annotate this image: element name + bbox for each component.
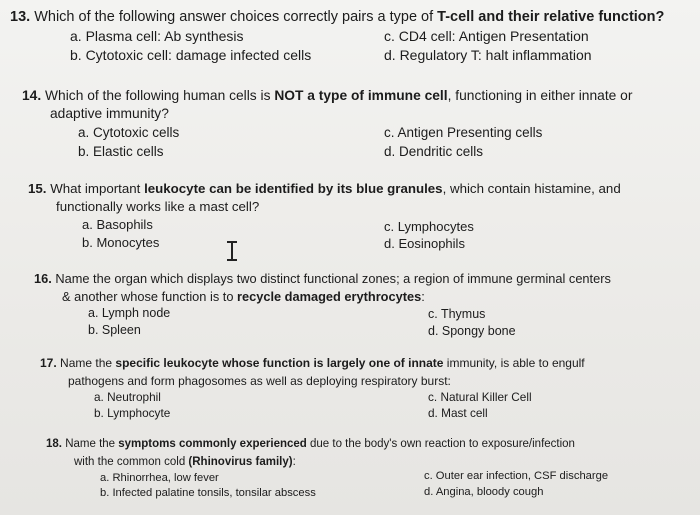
stem-bold: symptoms commonly experienced xyxy=(118,438,307,450)
stem-text: : xyxy=(292,456,296,468)
question-18-stem-line2 xyxy=(74,456,296,468)
stem-text: & another whose function is to xyxy=(62,289,237,304)
q13-option-d[interactable]: d. Regulatory T: halt inflammation xyxy=(384,47,592,63)
text-cursor-icon xyxy=(226,240,238,262)
q17-option-c[interactable]: c. Natural Killer Cell xyxy=(428,390,532,404)
stem-text: , which contain histamine, and xyxy=(442,181,621,196)
q18-option-c[interactable]: c. Outer ear infection, CSF discharge xyxy=(424,470,609,482)
stem-text: , functioning in either innate or xyxy=(447,88,633,103)
stem-text: What important xyxy=(50,181,145,196)
q14-option-c[interactable]: c. Antigen Presenting cells xyxy=(384,125,543,140)
q14-option-a[interactable]: a. Cytotoxic cells xyxy=(78,125,180,140)
stem-bold: T-cell and their relative function? xyxy=(437,9,665,25)
question-number: 14. xyxy=(22,88,42,103)
q14-option-d[interactable]: d. Dendritic cells xyxy=(384,144,484,159)
stem-text: Which of the following answer choices correctly pairs a type of xyxy=(34,9,438,25)
q15-option-d[interactable]: d. Eosinophils xyxy=(384,236,465,251)
q13-option-c[interactable]: c. CD4 cell: Antigen Presentation xyxy=(384,28,589,44)
question-number: 13. xyxy=(10,9,31,25)
question-16-stem-line2 xyxy=(62,289,425,304)
q17-option-a[interactable]: a. Neutrophil xyxy=(94,390,161,404)
q13-option-a[interactable]: a. Plasma cell: Ab synthesis xyxy=(70,28,244,44)
question-18-stem xyxy=(46,438,575,450)
stem-bold: (Rhinovirus family) xyxy=(188,456,293,468)
question-number: 18. xyxy=(46,438,62,450)
stem-text: Name the organ which displays two distinct functional zones; a region of immune germinal centers xyxy=(55,271,611,286)
question-16-stem xyxy=(34,271,611,286)
question-17-stem-line2: pathogens and form phagosomes as well as deploying respiratory burst: xyxy=(68,374,451,388)
question-number: 16. xyxy=(34,271,52,286)
q16-option-a[interactable]: a. Lymph node xyxy=(88,306,171,320)
stem-bold: specific leukocyte whose function is largely one of innate xyxy=(115,356,444,370)
question-14-stem-line2: adaptive immunity? xyxy=(50,106,169,121)
q16-option-c[interactable]: c. Thymus xyxy=(428,307,486,321)
question-15-stem-line2: functionally works like a mast cell? xyxy=(56,199,260,214)
stem-text: Name the xyxy=(65,438,119,450)
stem-text: with the common cold xyxy=(74,456,189,468)
question-15-stem xyxy=(28,181,621,196)
q16-option-b[interactable]: b. Spleen xyxy=(88,323,141,337)
q17-option-b[interactable]: b. Lymphocyte xyxy=(94,406,171,420)
stem-bold: NOT a type of immune cell xyxy=(274,88,448,103)
stem-text: due to the body's own reaction to exposure/infection xyxy=(306,438,575,450)
stem-bold: recycle damaged erythrocytes xyxy=(237,289,422,304)
q18-option-d[interactable]: d. Angina, bloody cough xyxy=(424,486,544,498)
stem-text: immunity, is able to engulf xyxy=(443,356,585,370)
stem-text: Name the xyxy=(60,356,116,370)
question-17-stem xyxy=(40,356,585,370)
question-14-stem xyxy=(22,88,632,103)
question-number: 17. xyxy=(40,356,57,370)
stem-text: : xyxy=(421,289,425,304)
q15-option-a[interactable]: a. Basophils xyxy=(82,217,153,232)
q16-option-d[interactable]: d. Spongy bone xyxy=(428,324,516,338)
q17-option-d[interactable]: d. Mast cell xyxy=(428,406,488,420)
q15-option-b[interactable]: b. Monocytes xyxy=(82,235,160,250)
q15-option-c[interactable]: c. Lymphocytes xyxy=(384,219,474,234)
q18-option-b[interactable]: b. Infected palatine tonsils, tonsilar abscess xyxy=(100,487,316,499)
q18-option-a[interactable]: a. Rhinorrhea, low fever xyxy=(100,472,219,484)
q13-option-b[interactable]: b. Cytotoxic cell: damage infected cells xyxy=(70,47,312,63)
question-number: 15. xyxy=(28,181,47,196)
stem-bold: leukocyte can be identified by its blue granules xyxy=(144,181,443,196)
stem-text: Which of the following human cells is xyxy=(45,88,275,103)
q14-option-b[interactable]: b. Elastic cells xyxy=(78,144,164,159)
question-13-stem xyxy=(10,9,664,25)
